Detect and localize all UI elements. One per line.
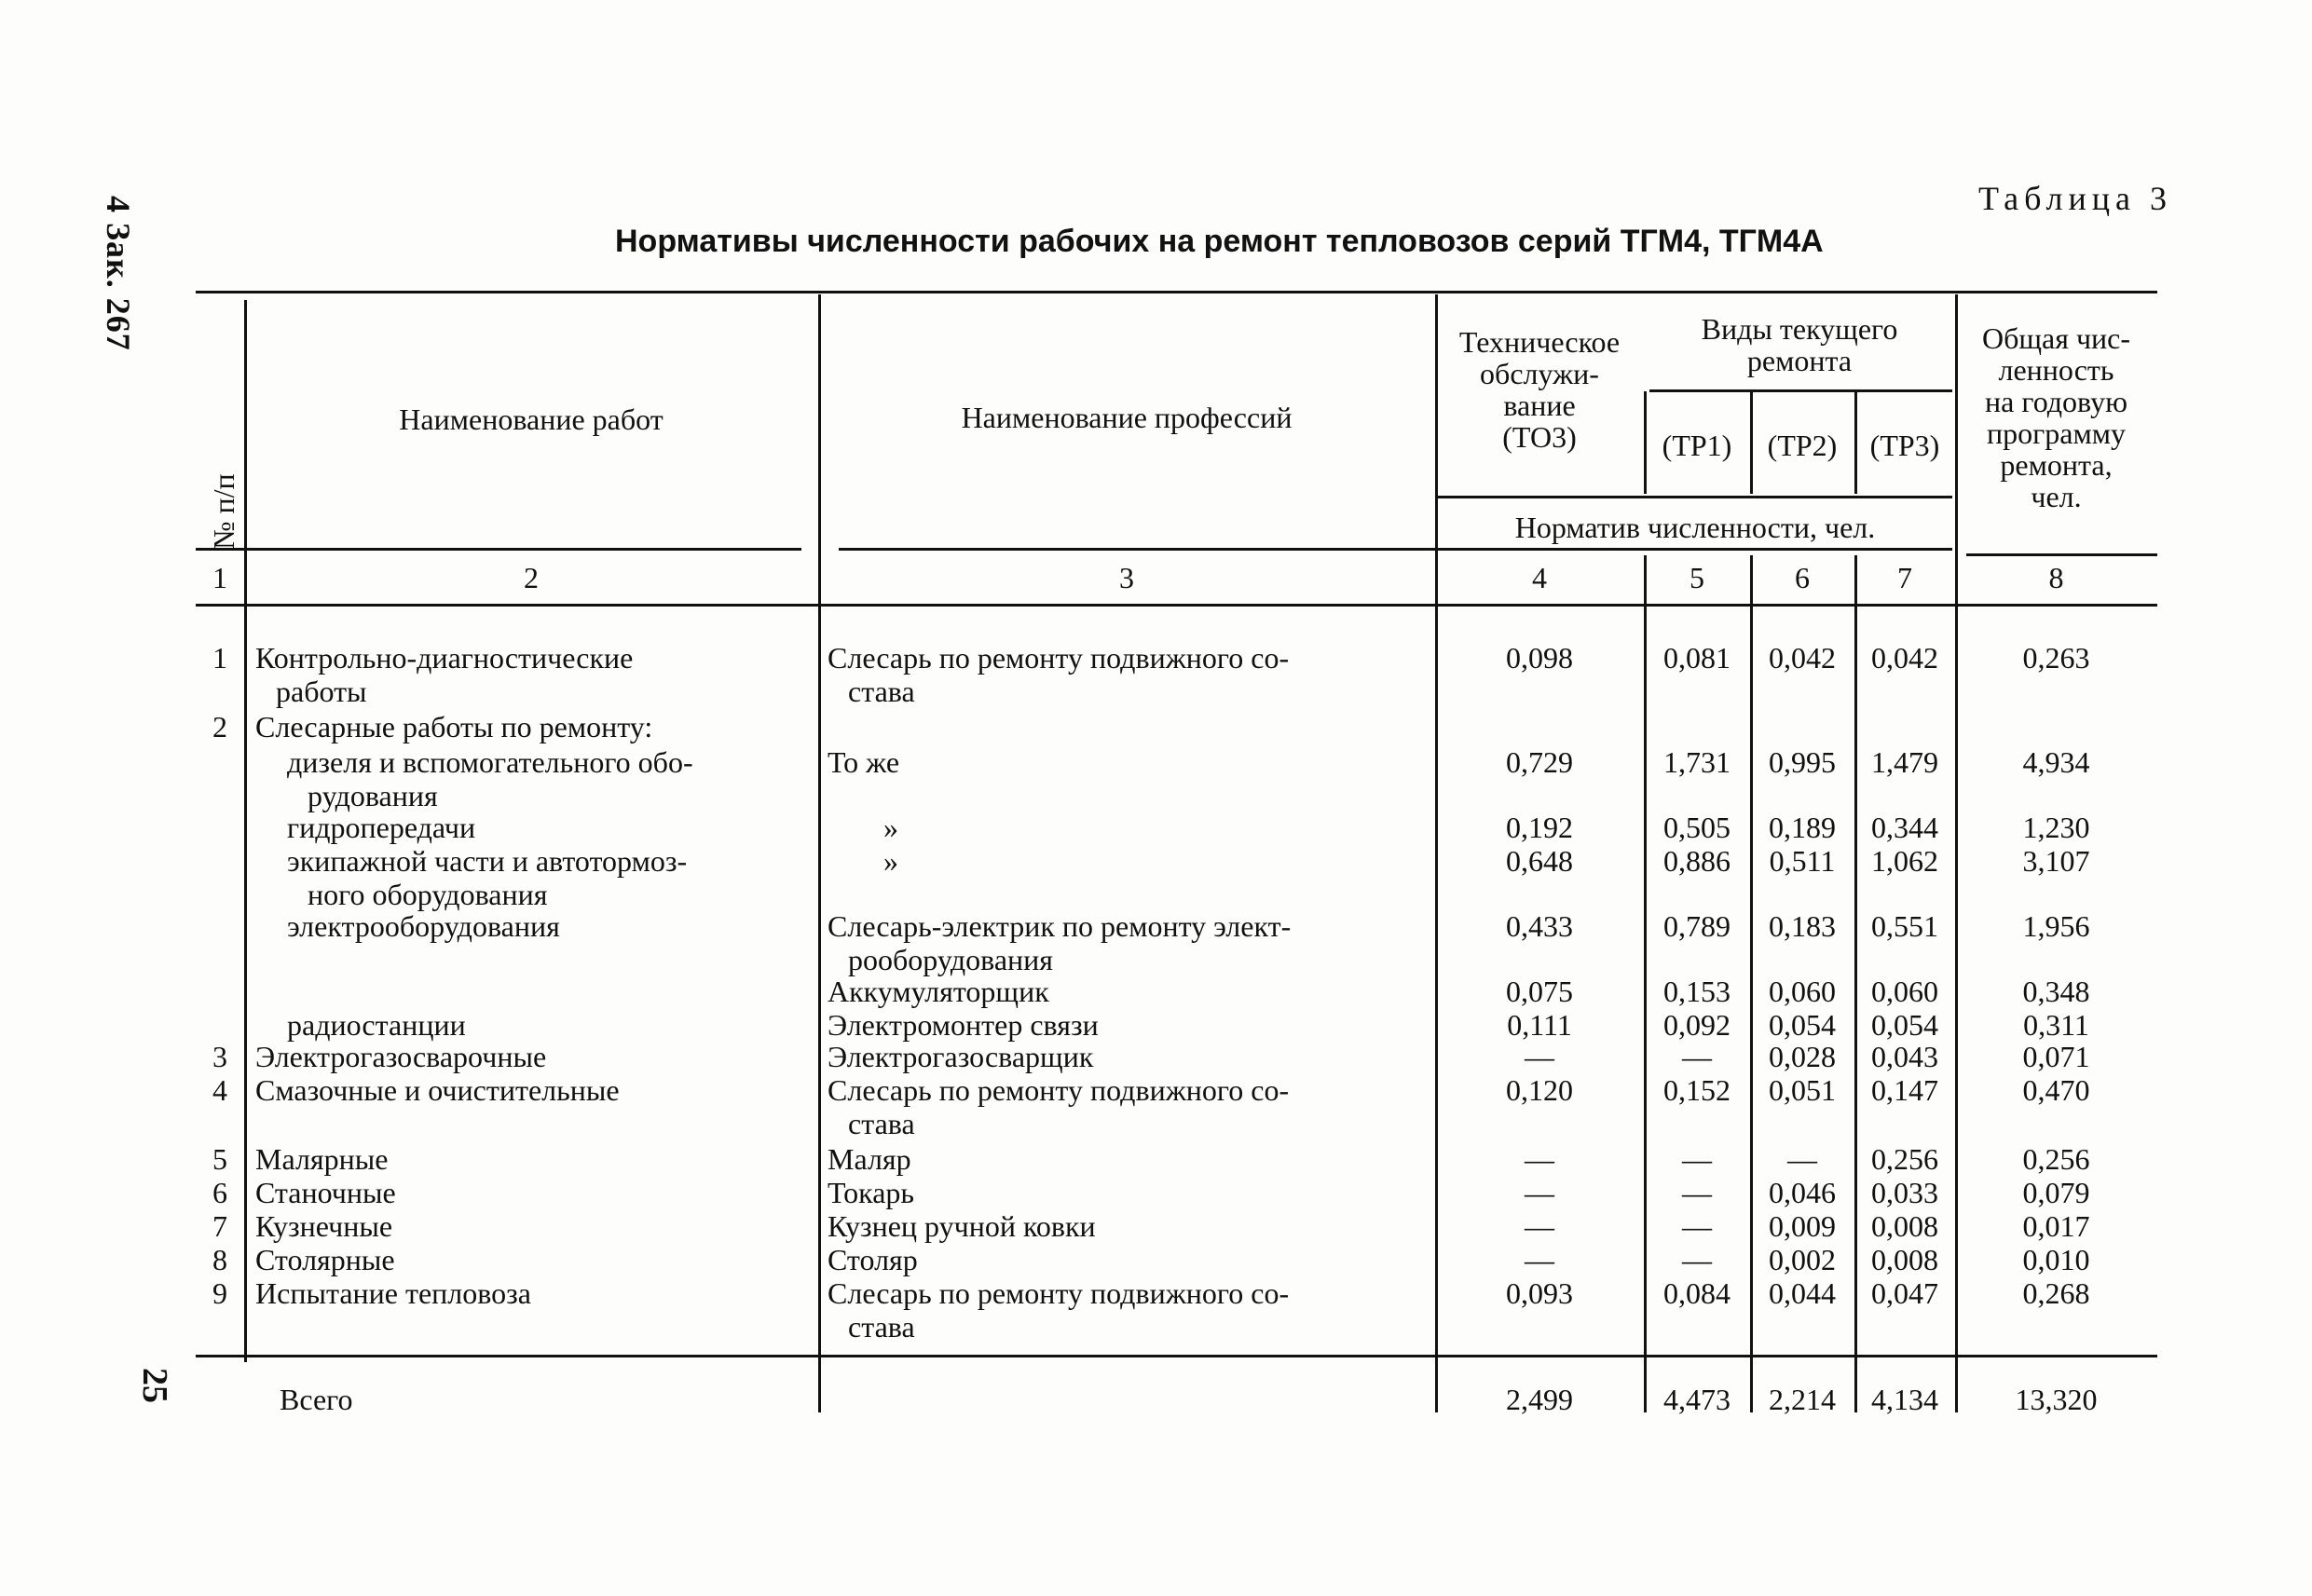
row-value: — bbox=[1525, 1176, 1554, 1209]
row-value: 0,075 bbox=[1506, 975, 1573, 1008]
header-tr1: (ТР1) bbox=[1662, 429, 1732, 462]
row-value: — bbox=[1682, 1209, 1712, 1243]
row-value: 0,886 bbox=[1663, 844, 1731, 878]
rule-numbers bbox=[196, 604, 2157, 607]
header-total-line: ремонта, bbox=[2000, 448, 2113, 482]
row-value: 0,551 bbox=[1871, 909, 1938, 943]
row-work-name: ного оборудования bbox=[308, 878, 548, 911]
row-profession: Маляр bbox=[828, 1142, 911, 1176]
row-value: 0,729 bbox=[1506, 745, 1573, 779]
row-value: 0,147 bbox=[1871, 1073, 1938, 1107]
page-number: 25 bbox=[135, 1368, 174, 1403]
row-value: 0,256 bbox=[1871, 1142, 1938, 1176]
column-number: 6 bbox=[1795, 561, 1810, 594]
row-work-name: Столярные bbox=[255, 1243, 395, 1276]
row-value: 0,120 bbox=[1506, 1073, 1573, 1107]
column-number: 3 bbox=[1119, 561, 1134, 594]
row-value: 0,648 bbox=[1506, 844, 1573, 878]
row-value: 0,042 bbox=[1871, 641, 1938, 675]
row-work-name: рудования bbox=[308, 779, 438, 812]
row-value: 0,043 bbox=[1871, 1040, 1938, 1073]
row-value: 0,263 bbox=[2022, 641, 2090, 675]
row-number: 8 bbox=[212, 1243, 227, 1276]
row-value: 0,046 bbox=[1769, 1176, 1836, 1209]
row-value: 0,084 bbox=[1663, 1276, 1731, 1310]
row-work-name: гидропередачи bbox=[287, 811, 476, 844]
row-number: 9 bbox=[212, 1276, 227, 1310]
row-work-name: дизеля и вспомогательного обо- bbox=[287, 745, 693, 779]
row-profession: Слесарь по ремонту подвижного со- bbox=[828, 641, 1290, 675]
header-to3-line: (ТО3) bbox=[1502, 420, 1577, 454]
row-value: 1,731 bbox=[1663, 745, 1731, 779]
total-label: Всего bbox=[280, 1383, 353, 1416]
row-value: 0,153 bbox=[1663, 975, 1731, 1008]
row-value: 1,230 bbox=[2022, 811, 2090, 844]
row-profession: Слесарь по ремонту подвижного со- bbox=[828, 1073, 1290, 1107]
row-value: 0,060 bbox=[1769, 975, 1836, 1008]
row-value: 0,995 bbox=[1769, 745, 1836, 779]
row-profession: » bbox=[883, 811, 898, 844]
column-number: 4 bbox=[1532, 561, 1547, 594]
rule-header-d bbox=[1966, 553, 2157, 556]
row-profession: Столяр bbox=[828, 1243, 918, 1276]
row-work-name: Малярные bbox=[255, 1142, 389, 1176]
row-value: 0,268 bbox=[2022, 1276, 2090, 1310]
row-value: — bbox=[1525, 1209, 1554, 1243]
row-number: 4 bbox=[212, 1073, 227, 1107]
row-number: 2 bbox=[212, 710, 227, 743]
row-value: — bbox=[1525, 1040, 1554, 1073]
total-value: 13,320 bbox=[2015, 1383, 2098, 1416]
row-number: 5 bbox=[212, 1142, 227, 1176]
row-profession: рооборудования bbox=[848, 943, 1053, 976]
rule-tr-group bbox=[1649, 389, 1952, 392]
row-number: 1 bbox=[212, 641, 227, 675]
row-value: 0,093 bbox=[1506, 1276, 1573, 1310]
row-work-name: Контрольно-диагностические bbox=[255, 641, 634, 675]
row-value: 0,028 bbox=[1769, 1040, 1836, 1073]
header-to3-line: вание bbox=[1503, 389, 1576, 422]
row-number: 3 bbox=[212, 1040, 227, 1073]
column-number: 2 bbox=[524, 561, 539, 594]
margin-note: 4 Зак. 267 bbox=[100, 196, 137, 351]
row-value: — bbox=[1682, 1142, 1712, 1176]
total-value: 2,499 bbox=[1506, 1383, 1573, 1416]
row-value: 0,051 bbox=[1769, 1073, 1836, 1107]
row-number: 6 bbox=[212, 1176, 227, 1209]
header-tr3: (ТР3) bbox=[1869, 429, 1940, 462]
row-value: 0,189 bbox=[1769, 811, 1836, 844]
header-to3-line: Техническое bbox=[1458, 325, 1621, 359]
rule-top bbox=[196, 291, 2157, 293]
row-value: 0,060 bbox=[1871, 975, 1938, 1008]
row-profession: става bbox=[848, 675, 915, 708]
column-number: 1 bbox=[212, 561, 227, 594]
row-profession: става bbox=[848, 1107, 915, 1140]
row-value: 0,081 bbox=[1663, 641, 1731, 675]
rule-header-c bbox=[1435, 548, 1952, 551]
row-profession: Слесарь-электрик по ремонту элект- bbox=[828, 909, 1292, 943]
row-value: 0,054 bbox=[1871, 1008, 1938, 1042]
rule-header-b bbox=[839, 548, 1435, 551]
row-value: 0,470 bbox=[2022, 1073, 2090, 1107]
column-number: 8 bbox=[2048, 561, 2064, 594]
row-value: 0,311 bbox=[2023, 1008, 2089, 1042]
row-value: 0,433 bbox=[1506, 909, 1573, 943]
row-value: 0,348 bbox=[2022, 975, 2090, 1008]
row-value: 4,934 bbox=[2022, 745, 2090, 779]
vline-1 bbox=[244, 300, 247, 1362]
row-value: 0,042 bbox=[1769, 641, 1836, 675]
row-work-name: Станочные bbox=[255, 1176, 396, 1209]
vline-2 bbox=[818, 294, 821, 1412]
row-value: 0,033 bbox=[1871, 1176, 1938, 1209]
row-work-name: работы bbox=[276, 675, 367, 708]
row-value: 0,044 bbox=[1769, 1276, 1836, 1310]
rule-total bbox=[196, 1355, 2157, 1357]
header-total-line: Общая чис- bbox=[1981, 321, 2131, 355]
row-value: 0,152 bbox=[1663, 1073, 1731, 1107]
rule-tozone bbox=[1435, 496, 1952, 498]
header-norm: Норматив численности, чел. bbox=[1514, 511, 1876, 544]
row-value: — bbox=[1525, 1243, 1554, 1276]
row-value: 0,344 bbox=[1871, 811, 1938, 844]
row-value: 0,789 bbox=[1663, 909, 1731, 943]
total-value: 4,473 bbox=[1663, 1383, 1731, 1416]
row-value: 0,505 bbox=[1663, 811, 1731, 844]
header-work-name: Наименование работ bbox=[399, 402, 664, 436]
row-value: 1,956 bbox=[2022, 909, 2090, 943]
row-value: 0,511 bbox=[1769, 844, 1836, 878]
header-tr-group-line: ремонта bbox=[1746, 344, 1853, 377]
row-work-name: Испытание тепловоза bbox=[255, 1276, 531, 1310]
total-value: 2,214 bbox=[1769, 1383, 1836, 1416]
header-total-line: программу bbox=[1987, 416, 2126, 450]
row-work-name: Смазочные и очистительные bbox=[255, 1073, 620, 1107]
row-profession: То же bbox=[828, 745, 900, 779]
row-value: 0,009 bbox=[1769, 1209, 1836, 1243]
row-value: — bbox=[1787, 1142, 1817, 1176]
row-value: 0,010 bbox=[2022, 1243, 2090, 1276]
row-value: 0,071 bbox=[2022, 1040, 2090, 1073]
row-work-name: радиостанции bbox=[287, 1008, 466, 1042]
row-work-name: экипажной части и автотормоз- bbox=[287, 844, 688, 878]
row-work-name: электрооборудования bbox=[287, 909, 560, 943]
row-value: — bbox=[1525, 1142, 1554, 1176]
column-number: 5 bbox=[1690, 561, 1704, 594]
row-value: — bbox=[1682, 1243, 1712, 1276]
row-number: 7 bbox=[212, 1209, 227, 1243]
row-profession: Слесарь по ремонту подвижного со- bbox=[828, 1276, 1290, 1310]
column-number: 7 bbox=[1897, 561, 1912, 594]
row-value: 1,062 bbox=[1871, 844, 1938, 878]
header-npp: № п/п bbox=[207, 473, 240, 550]
row-value: 0,017 bbox=[2022, 1209, 2090, 1243]
row-value: 0,098 bbox=[1506, 641, 1573, 675]
row-value: — bbox=[1682, 1040, 1712, 1073]
rule-header-a bbox=[196, 548, 801, 551]
header-total-line: ленность bbox=[1998, 353, 2114, 387]
row-value: 1,479 bbox=[1871, 745, 1938, 779]
total-value: 4,134 bbox=[1871, 1383, 1938, 1416]
row-value: 0,092 bbox=[1663, 1008, 1731, 1042]
row-profession: » bbox=[883, 844, 898, 878]
row-value: 0,008 bbox=[1871, 1243, 1938, 1276]
table-label: Таблица 3 bbox=[1978, 180, 2172, 217]
row-value: — bbox=[1682, 1176, 1712, 1209]
row-value: 0,183 bbox=[1769, 909, 1836, 943]
row-value: 3,107 bbox=[2022, 844, 2090, 878]
header-to3-line: обслужи- bbox=[1480, 357, 1599, 390]
row-profession: Электромонтер связи bbox=[828, 1008, 1099, 1042]
table-title: Нормативы численности рабочих на ремонт тепловозов серий ТГМ4, ТГМ4А bbox=[615, 224, 1824, 259]
row-work-name: Электрогазосварочные bbox=[255, 1040, 547, 1073]
row-value: 0,111 bbox=[1507, 1008, 1572, 1042]
row-profession: става bbox=[848, 1310, 915, 1344]
header-tr-group-line: Виды текущего bbox=[1701, 312, 1898, 346]
row-value: 0,079 bbox=[2022, 1176, 2090, 1209]
row-value: 0,256 bbox=[2022, 1142, 2090, 1176]
header-profession-name: Наименование профессий bbox=[961, 401, 1293, 434]
row-value: 0,008 bbox=[1871, 1209, 1938, 1243]
header-total-line: чел. bbox=[2031, 480, 2082, 513]
row-value: 0,002 bbox=[1769, 1243, 1836, 1276]
header-total-line: на годовую bbox=[1985, 385, 2127, 418]
row-profession: Кузнец ручной ковки bbox=[828, 1209, 1096, 1243]
row-value: 0,192 bbox=[1506, 811, 1573, 844]
row-work-name: Кузнечные bbox=[255, 1209, 393, 1243]
row-profession: Электрогазосварщик bbox=[828, 1040, 1094, 1073]
header-tr2: (ТР2) bbox=[1767, 429, 1838, 462]
row-work-name: Слесарные работы по ремонту: bbox=[255, 710, 653, 743]
row-profession: Аккумуляторщик bbox=[828, 975, 1049, 1008]
row-profession: Токарь bbox=[828, 1176, 914, 1209]
row-value: 0,054 bbox=[1769, 1008, 1836, 1042]
row-value: 0,047 bbox=[1871, 1276, 1938, 1310]
